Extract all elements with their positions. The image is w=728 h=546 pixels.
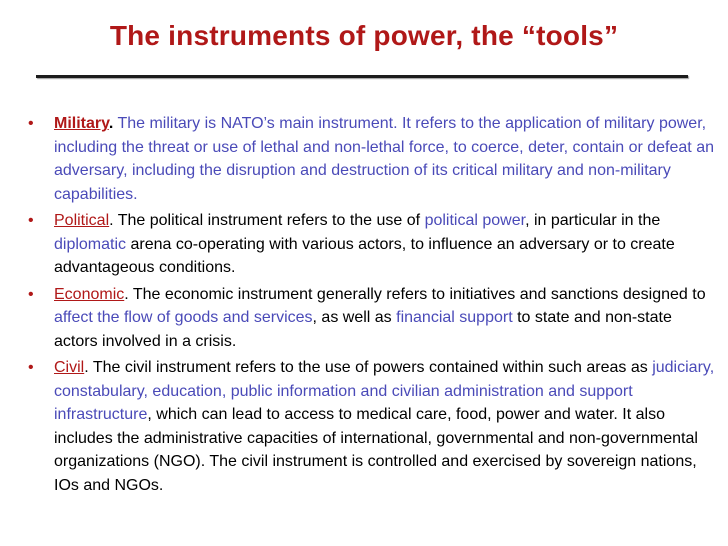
bullet-marker: • [28, 115, 34, 132]
bullet-marker: • [28, 212, 34, 229]
economic-term-link[interactable]: Economic [54, 285, 125, 303]
bullet-list [26, 112, 716, 500]
political-text-1: . The political instrument refers to the use of [109, 212, 425, 229]
military-term-link[interactable]: Military [54, 115, 109, 132]
civil-text-2: , which can lead to access to medical care, food, power and water. It also includes the administrative capacities of international, governmental and non-governmental organizations (NGO). The civil instrument is controlled and exercised by sovereign nations, IOs and NGOs. [54, 406, 698, 494]
bullet-political [26, 209, 716, 280]
political-highlight-diplomatic: diplomatic [54, 235, 127, 253]
political-text-3: arena co-operating with various actors, to influence an adversary or to create advantageous conditions. [54, 235, 675, 276]
civil-highlight-areas: judiciary, constabulary, education, public information and civilian administration and support infrastructure [54, 359, 715, 423]
military-term-separator: . [108, 115, 114, 132]
economic-highlight-flow: affect the flow of goods and services [54, 309, 313, 326]
military-description: The military is NATO’s main instrument. It refers to the application of military power, including the threat or use of lethal and non-lethal force, to coerce, deter, contain or defeat an adversary, including the disruption and destruction of its critical military and non-military capabilities. [54, 115, 714, 203]
civil-text-1: . The civil instrument refers to the use of powers contained within such areas as [84, 359, 653, 376]
political-highlight-power: political power [424, 212, 526, 229]
political-term-link[interactable]: Political [54, 212, 110, 229]
bullet-civil [26, 356, 716, 497]
economic-text-2: , as well as [312, 309, 397, 326]
political-text-2: , in particular in the [525, 212, 661, 229]
civil-term-link[interactable]: Civil [54, 359, 85, 376]
bullet-marker: • [28, 285, 34, 303]
economic-highlight-financial: financial support [396, 309, 513, 326]
economic-text-3: to state and non-state actors involved in a crisis. [54, 309, 672, 350]
bullet-economic [26, 283, 716, 354]
bullet-marker: • [28, 359, 34, 376]
bullet-military [26, 112, 716, 206]
slide-title: The instruments of power, the “tools” [109, 20, 619, 51]
title-divider [36, 75, 688, 78]
economic-text-1: . The economic instrument generally refers to initiatives and sanctions designed to [124, 285, 706, 303]
